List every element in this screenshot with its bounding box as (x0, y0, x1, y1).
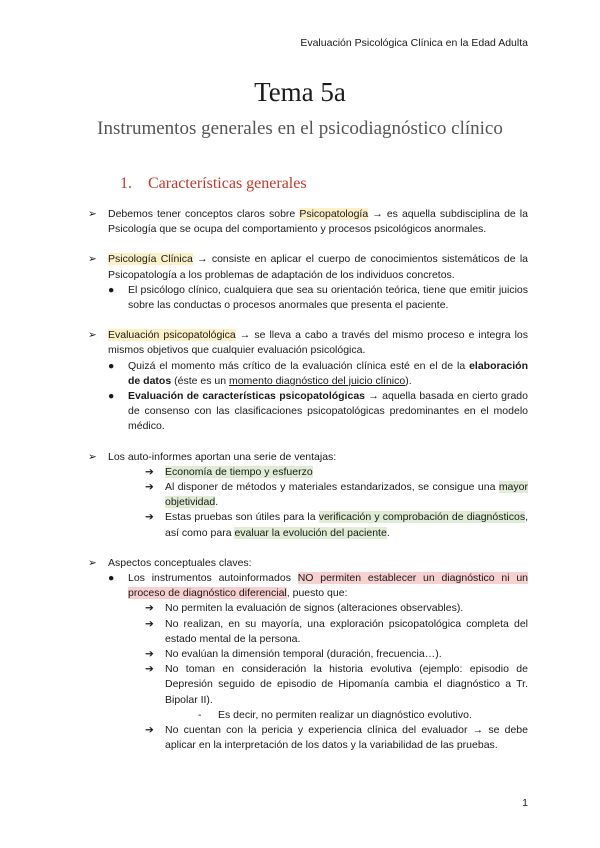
dash-bullet-icon: - (198, 708, 202, 721)
page-title: Tema 5a (254, 77, 346, 107)
list-item: ➔ No toman en consideración la historia evolutiva (ejemplo: episodio de Depresión seguido de episodio de Hipomanía cambia el diagnóstico a Tr. Bipolar II). (145, 663, 528, 706)
arrow-bullet-icon: ➔ (145, 602, 154, 615)
arrow-bullet-icon: ➔ (145, 663, 154, 676)
section-title: Características generales (148, 175, 307, 192)
highlight-term: Psicopatología (299, 208, 369, 220)
arrow-bullet-icon: ➔ (145, 481, 154, 494)
dot-bullet-icon: ● (108, 283, 115, 296)
dot-bullet-icon: ● (108, 390, 115, 403)
list-item: ➔ No evalúan la dimensión temporal (duración, frecuencia…). (145, 647, 528, 662)
section-heading (120, 175, 307, 193)
arrow-bullet-icon: ➔ (145, 465, 154, 478)
sub-sub-item: - Es decir, no permiten realizar un diagnóstico evolutivo. (198, 708, 528, 723)
arrowhead-bullet-icon: ➢ (88, 253, 97, 266)
sub-bullet-verificacion: ➔ Estas pruebas son útiles para la verificación y comprobación de diagnósticos, así como para evaluar la evolución del paciente. (145, 511, 528, 539)
page-number: 1 (522, 797, 528, 809)
sub-bullet-caracteristicas: ● Evaluación de características psicopatológicas → aquella basada en cierto grado de consenso con las clasificaciones psicopatológicas predominantes en el modelo médico. (108, 390, 528, 433)
arrowhead-bullet-icon: ➢ (88, 208, 97, 220)
bullet-psicopatologia: ➢ Debemos tener conceptos claros sobre Psicopatología → es aquella subdisciplina de la Psicología que se ocupa del comportamiento y procesos psicológicos anormales. (88, 208, 528, 236)
arrowhead-bullet-icon: ➢ (88, 556, 97, 569)
sub-bullet-economia: ➔ Economía de tiempo y esfuerzo (145, 465, 528, 480)
list-item: ➔ No cuentan con la pericia y experiencia clínica del evaluador → se debe aplicar en la interpretación de los datos y la variabilidad de las pruebas. (145, 724, 528, 752)
bullet-auto-informes: ➢ Los auto-informes aportan una serie de ventajas: (88, 450, 528, 465)
bullet-evaluacion-psicopatologica: ➢ Evaluación psicopatológica → se lleva a cabo a través del mismo proceso e integra los mismos objetivos que cualquier evaluación psicológica. (88, 329, 528, 357)
arrowhead-bullet-icon: ➢ (88, 329, 97, 342)
document-body (88, 207, 528, 754)
sub-bullet-objetividad: ➔ Al disponer de métodos y materiales estandarizados, se consigue una mayor objetividad. (145, 481, 528, 509)
dot-bullet-icon: ● (108, 359, 115, 372)
arrow-bullet-icon: ➔ (145, 511, 154, 524)
dot-bullet-icon: ● (108, 572, 115, 585)
arrow-bullet-icon: ➔ (145, 648, 154, 661)
arrowhead-bullet-icon: ➢ (88, 450, 97, 463)
list-item: ➔ No realizan, en su mayoría, una exploración psicopatológica completa del estado mental de la persona. (145, 617, 528, 645)
highlight-term: Evaluación psicopatológica (108, 329, 236, 342)
bullet-psicologia-clinica: ➢ Psicología Clínica → consiste en aplicar el cuerpo de conocimientos sistemáticos de la Psicopatología a los problemas de adaptación de los individuos concretos. (88, 253, 528, 281)
section-number: 1. (120, 175, 132, 192)
bullet-aspectos-conceptuales: ➢ Aspectos conceptuales claves: (88, 556, 528, 571)
sub-bullet-psicologo-clinico: ● El psicólogo clínico, cualquiera que sea su orientación teórica, tiene que emitir juicios sobre las conductas o procesos anormales que presenta el paciente. (108, 283, 528, 312)
arrow-bullet-icon: ➔ (145, 724, 154, 737)
list-item: ➔ No permiten la evaluación de signos (alteraciones observables). (145, 601, 528, 616)
running-header: Evaluación Psicológica Clínica en la Edad Adulta (300, 37, 528, 49)
sub-bullet-momento-critico: ● Quizá el momento más crítico de la evaluación clínica esté en el de la elaboración de datos (éste es un momento diagnóstico del juicio clínico). (108, 359, 528, 387)
page-subtitle: Instrumentos generales en el psicodiagnóstico clínico (97, 118, 503, 139)
arrow-bullet-icon: ➔ (145, 617, 154, 630)
sub-bullet-instrumentos: ● Los instrumentos autoinformados NO permiten establecer un diagnóstico ni un proceso de diagnóstico diferencial, puesto que: (108, 572, 529, 600)
highlight-term: Psicología Clínica (108, 253, 193, 266)
